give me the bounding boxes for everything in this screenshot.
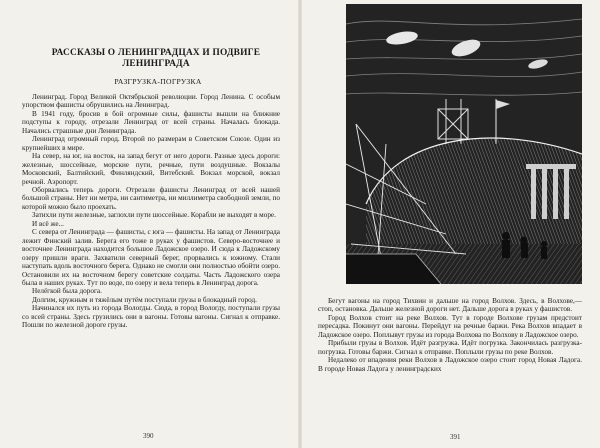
- illustration-svg: [346, 4, 582, 284]
- right-page-text: [318, 297, 582, 373]
- paragraph: Ленинград огромный город. Второй по размерам в Советском Союзе. Один из крупнейших в мире.: [22, 135, 280, 152]
- left-page-text: [22, 93, 280, 330]
- paragraph: Оборвались теперь дороги. Отрезали фашисты Ленинград от всей нашей большой страны. Нет ни метра, ни сантиметра, ни миллиметра свободной земли, по которой можно было проехать.: [22, 185, 280, 211]
- paragraph: Ленинград. Город Великой Октябрьской революции. Город Ленина. С особым упорством фашисты обрушились на Ленинград.: [22, 93, 280, 110]
- paragraph: Долгим, кружным и тяжёлым путём поступали грузы в блокадный город.: [32, 295, 257, 304]
- paragraph: Бегут вагоны на город Тихвин и дальше на город Волхов. Здесь, в Волхове,— стоп, остановка. Дальше железной дороги нет. Дальше дорога в руках у фашистов.: [318, 297, 582, 314]
- paragraph: Прибыли грузы в Волхов. Идёт разгрузка. Идёт погрузка. Закончилась разгрузка-погрузка. Готовы баржи. Сигнал к отправке. Поплыли грузы по реке Волхов.: [318, 339, 582, 356]
- paragraph: Нелёгкой была дорога.: [32, 287, 102, 296]
- paragraph: Затихли пути железные, заглохли пути шоссейные. Корабли не выходят в море.: [32, 211, 276, 220]
- paragraph: Начинался их путь из города Вологды. Сюда, в город Вологду, поступали грузы со всей страны. Здесь грузились они в вагоны. Готовы вагоны. Сигнал к отправке. Пошли по железной дороге грузы.: [22, 304, 280, 330]
- engraving-illustration: [346, 4, 582, 284]
- paragraph: С севера от Ленинграда — фашисты, с юга — фашисты. На запад от Ленинграда лежит Финский залив. Берега его тоже в руках у фашистов. Северо-восточнее и восточнее Ленинграда находится большое Ладожское озеро. И сюда к Ладожскому озеру пришли враги. Захватили северный берег, прорвались к южному. Стали наступать вдоль восточного берега. Однако не смогли они полностью обойти озеро. Остановили их на восточном берегу советские солдаты. Часть Ладожского озера была в наших руках. Тут по воде, по озеру и вела теперь в Ленинград дорога.: [22, 228, 280, 287]
- section-subtitle: РАЗГРУЗКА-ПОГРУЗКА: [114, 77, 202, 86]
- paragraph: Город Волхов стоит на реке Волхов. Тут в городе Волхове грузам предстоит пересадка. Покинут они вагоны. Перейдут на речные баржи. Река Волхов впадает в Ладожское озеро. Поплывут грузы из города Волхова по Волхову в Ладожское озеро.: [318, 313, 582, 339]
- right-page: [300, 0, 600, 448]
- paragraph: На север, на юг, на восток, на запад бегут от него дороги. Разные здесь дороги: железные, шоссейные, морские пути, речные, пути воздушные. Вокзалы Московский, Балтийский, Финляндский, Витебский. Вокзал морской, вокзал речной. Аэропорт.: [22, 152, 280, 186]
- page-number-right: 391: [450, 433, 461, 441]
- page-number-left: 390: [143, 432, 154, 440]
- paragraph: И всё же...: [32, 219, 64, 228]
- chapter-title: РАССКАЗЫ О ЛЕНИНГРАДЦАХ И ПОДВИГЕ ЛЕНИНГРАДА: [51, 48, 261, 69]
- paragraph: Недалеко от впадения реки Волхов в Ладожское озеро стоит город Новая Ладога. В городе Новая Ладога у ленинградских: [318, 356, 582, 373]
- paragraph: В 1941 году, бросив в бой огромные силы, фашисты вышли на ближние подступы к городу, отрезали Ленинград от всей страны. Началась блокада. Начались страшные дни Ленинграда.: [22, 109, 280, 135]
